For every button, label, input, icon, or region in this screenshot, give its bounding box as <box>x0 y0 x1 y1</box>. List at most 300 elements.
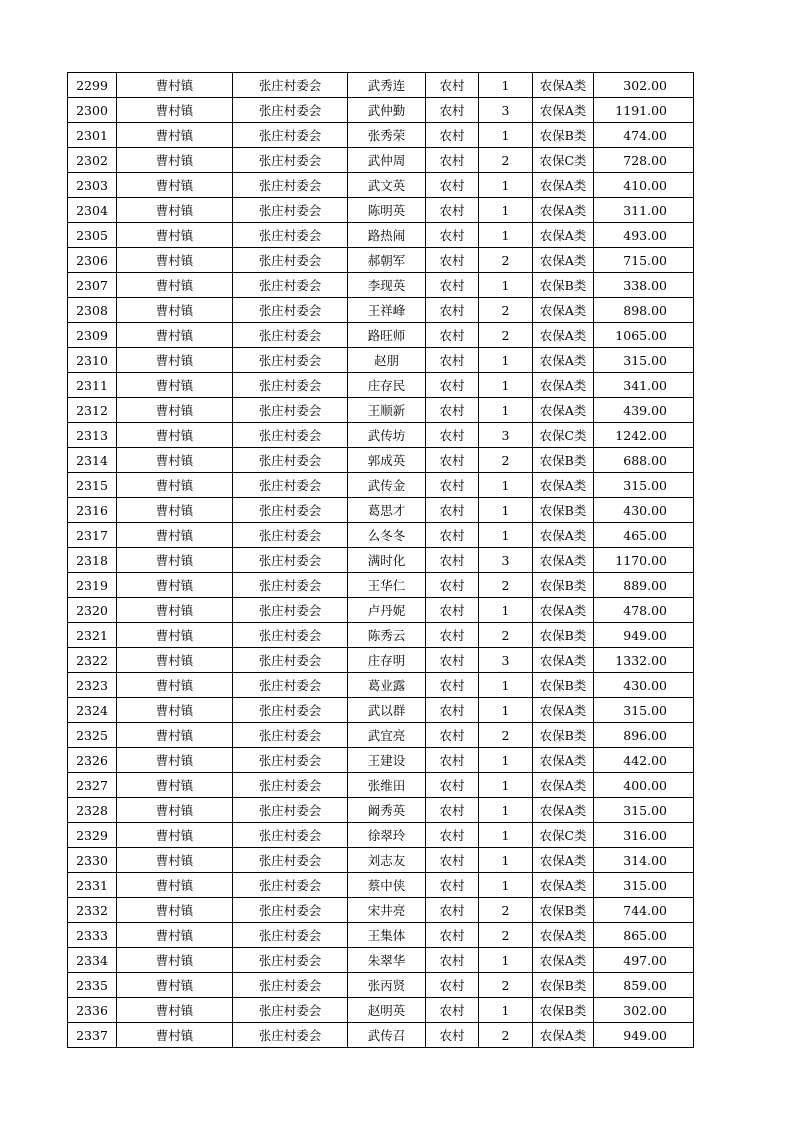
count-cell: 1 <box>479 948 533 973</box>
town-cell: 曹村镇 <box>117 323 233 348</box>
town-cell: 曹村镇 <box>117 798 233 823</box>
town-cell: 曹村镇 <box>117 998 233 1023</box>
area-cell: 农村 <box>426 948 479 973</box>
area-cell: 农村 <box>426 998 479 1023</box>
amount-cell: 311.00 <box>594 198 694 223</box>
area-cell: 农村 <box>426 398 479 423</box>
amount-cell: 859.00 <box>594 973 694 998</box>
town-cell: 曹村镇 <box>117 573 233 598</box>
name-cell: 蔡中侠 <box>348 873 426 898</box>
town-cell: 曹村镇 <box>117 423 233 448</box>
name-cell: 徐翠玲 <box>348 823 426 848</box>
town-cell: 曹村镇 <box>117 723 233 748</box>
category-cell: 农保A类 <box>533 173 594 198</box>
serial-cell: 2320 <box>68 598 117 623</box>
town-cell: 曹村镇 <box>117 473 233 498</box>
count-cell: 1 <box>479 998 533 1023</box>
category-cell: 农保B类 <box>533 673 594 698</box>
village-cell: 张庄村委会 <box>233 798 348 823</box>
amount-cell: 497.00 <box>594 948 694 973</box>
category-cell: 农保A类 <box>533 648 594 673</box>
serial-cell: 2302 <box>68 148 117 173</box>
town-cell: 曹村镇 <box>117 448 233 473</box>
name-cell: 庄存民 <box>348 373 426 398</box>
town-cell: 曹村镇 <box>117 548 233 573</box>
table-row <box>68 523 694 548</box>
count-cell: 1 <box>479 523 533 548</box>
table-row <box>68 773 694 798</box>
amount-cell: 465.00 <box>594 523 694 548</box>
amount-cell: 315.00 <box>594 698 694 723</box>
village-cell: 张庄村委会 <box>233 848 348 873</box>
category-cell: 农保A类 <box>533 523 594 548</box>
name-cell: 陈明英 <box>348 198 426 223</box>
serial-cell: 2336 <box>68 998 117 1023</box>
area-cell: 农村 <box>426 723 479 748</box>
count-cell: 1 <box>479 798 533 823</box>
area-cell: 农村 <box>426 123 479 148</box>
table-row <box>68 898 694 923</box>
village-cell: 张庄村委会 <box>233 523 348 548</box>
table-row <box>68 398 694 423</box>
village-cell: 张庄村委会 <box>233 73 348 98</box>
amount-cell: 688.00 <box>594 448 694 473</box>
serial-cell: 2299 <box>68 73 117 98</box>
village-cell: 张庄村委会 <box>233 748 348 773</box>
town-cell: 曹村镇 <box>117 848 233 873</box>
serial-cell: 2335 <box>68 973 117 998</box>
area-cell: 农村 <box>426 648 479 673</box>
town-cell: 曹村镇 <box>117 823 233 848</box>
area-cell: 农村 <box>426 698 479 723</box>
name-cell: 王华仁 <box>348 573 426 598</box>
serial-cell: 2322 <box>68 648 117 673</box>
table-row <box>68 348 694 373</box>
count-cell: 2 <box>479 148 533 173</box>
amount-cell: 896.00 <box>594 723 694 748</box>
village-cell: 张庄村委会 <box>233 948 348 973</box>
name-cell: 宋井亮 <box>348 898 426 923</box>
category-cell: 农保A类 <box>533 923 594 948</box>
village-cell: 张庄村委会 <box>233 123 348 148</box>
category-cell: 农保A类 <box>533 798 594 823</box>
amount-cell: 430.00 <box>594 498 694 523</box>
name-cell: 王祥峰 <box>348 298 426 323</box>
name-cell: 张维田 <box>348 773 426 798</box>
serial-cell: 2310 <box>68 348 117 373</box>
category-cell: 农保B类 <box>533 998 594 1023</box>
area-cell: 农村 <box>426 898 479 923</box>
name-cell: 葛思才 <box>348 498 426 523</box>
table-row <box>68 373 694 398</box>
count-cell: 1 <box>479 473 533 498</box>
count-cell: 2 <box>479 723 533 748</box>
count-cell: 1 <box>479 823 533 848</box>
count-cell: 1 <box>479 398 533 423</box>
name-cell: 张秀荣 <box>348 123 426 148</box>
area-cell: 农村 <box>426 423 479 448</box>
serial-cell: 2300 <box>68 98 117 123</box>
table-row <box>68 973 694 998</box>
town-cell: 曹村镇 <box>117 598 233 623</box>
category-cell: 农保A类 <box>533 198 594 223</box>
category-cell: 农保A类 <box>533 473 594 498</box>
category-cell: 农保C类 <box>533 423 594 448</box>
amount-cell: 439.00 <box>594 398 694 423</box>
table-row <box>68 198 694 223</box>
serial-cell: 2334 <box>68 948 117 973</box>
name-cell: 么冬冬 <box>348 523 426 548</box>
name-cell: 武传召 <box>348 1023 426 1048</box>
village-cell: 张庄村委会 <box>233 448 348 473</box>
table-row <box>68 798 694 823</box>
name-cell: 庄存明 <box>348 648 426 673</box>
serial-cell: 2330 <box>68 848 117 873</box>
serial-cell: 2321 <box>68 623 117 648</box>
town-cell: 曹村镇 <box>117 73 233 98</box>
village-cell: 张庄村委会 <box>233 898 348 923</box>
village-cell: 张庄村委会 <box>233 223 348 248</box>
amount-cell: 410.00 <box>594 173 694 198</box>
category-cell: 农保A类 <box>533 398 594 423</box>
amount-cell: 314.00 <box>594 848 694 873</box>
amount-cell: 1332.00 <box>594 648 694 673</box>
serial-cell: 2305 <box>68 223 117 248</box>
serial-cell: 2317 <box>68 523 117 548</box>
amount-cell: 1065.00 <box>594 323 694 348</box>
amount-cell: 315.00 <box>594 798 694 823</box>
table-row <box>68 873 694 898</box>
area-cell: 农村 <box>426 348 479 373</box>
village-cell: 张庄村委会 <box>233 573 348 598</box>
table-row <box>68 948 694 973</box>
serial-cell: 2329 <box>68 823 117 848</box>
town-cell: 曹村镇 <box>117 673 233 698</box>
area-cell: 农村 <box>426 323 479 348</box>
count-cell: 2 <box>479 323 533 348</box>
area-cell: 农村 <box>426 598 479 623</box>
town-cell: 曹村镇 <box>117 648 233 673</box>
town-cell: 曹村镇 <box>117 923 233 948</box>
area-cell: 农村 <box>426 673 479 698</box>
town-cell: 曹村镇 <box>117 273 233 298</box>
serial-cell: 2303 <box>68 173 117 198</box>
count-cell: 1 <box>479 373 533 398</box>
count-cell: 2 <box>479 623 533 648</box>
town-cell: 曹村镇 <box>117 948 233 973</box>
table-row <box>68 598 694 623</box>
town-cell: 曹村镇 <box>117 398 233 423</box>
area-cell: 农村 <box>426 148 479 173</box>
count-cell: 3 <box>479 648 533 673</box>
area-cell: 农村 <box>426 773 479 798</box>
serial-cell: 2319 <box>68 573 117 598</box>
table-row <box>68 748 694 773</box>
category-cell: 农保A类 <box>533 773 594 798</box>
count-cell: 2 <box>479 973 533 998</box>
table-row <box>68 148 694 173</box>
category-cell: 农保A类 <box>533 73 594 98</box>
category-cell: 农保B类 <box>533 973 594 998</box>
amount-cell: 493.00 <box>594 223 694 248</box>
town-cell: 曹村镇 <box>117 623 233 648</box>
table-row <box>68 998 694 1023</box>
village-cell: 张庄村委会 <box>233 323 348 348</box>
village-cell: 张庄村委会 <box>233 673 348 698</box>
town-cell: 曹村镇 <box>117 223 233 248</box>
town-cell: 曹村镇 <box>117 198 233 223</box>
table-row <box>68 223 694 248</box>
serial-cell: 2318 <box>68 548 117 573</box>
area-cell: 农村 <box>426 298 479 323</box>
village-cell: 张庄村委会 <box>233 348 348 373</box>
village-cell: 张庄村委会 <box>233 873 348 898</box>
town-cell: 曹村镇 <box>117 173 233 198</box>
category-cell: 农保A类 <box>533 873 594 898</box>
category-cell: 农保C类 <box>533 148 594 173</box>
category-cell: 农保A类 <box>533 373 594 398</box>
amount-cell: 341.00 <box>594 373 694 398</box>
town-cell: 曹村镇 <box>117 523 233 548</box>
table-row <box>68 323 694 348</box>
village-cell: 张庄村委会 <box>233 548 348 573</box>
table-row <box>68 273 694 298</box>
name-cell: 武传坊 <box>348 423 426 448</box>
category-cell: 农保A类 <box>533 548 594 573</box>
town-cell: 曹村镇 <box>117 148 233 173</box>
area-cell: 农村 <box>426 248 479 273</box>
name-cell: 路旺师 <box>348 323 426 348</box>
count-cell: 1 <box>479 748 533 773</box>
name-cell: 王建设 <box>348 748 426 773</box>
village-cell: 张庄村委会 <box>233 198 348 223</box>
name-cell: 武仲勤 <box>348 98 426 123</box>
table-row <box>68 248 694 273</box>
village-cell: 张庄村委会 <box>233 1023 348 1048</box>
name-cell: 朱翠华 <box>348 948 426 973</box>
name-cell: 刘志友 <box>348 848 426 873</box>
count-cell: 3 <box>479 548 533 573</box>
area-cell: 农村 <box>426 473 479 498</box>
name-cell: 阚秀英 <box>348 798 426 823</box>
table-row <box>68 923 694 948</box>
town-cell: 曹村镇 <box>117 698 233 723</box>
table-row <box>68 548 694 573</box>
category-cell: 农保B类 <box>533 723 594 748</box>
category-cell: 农保A类 <box>533 1023 594 1048</box>
village-cell: 张庄村委会 <box>233 298 348 323</box>
amount-cell: 430.00 <box>594 673 694 698</box>
serial-cell: 2331 <box>68 873 117 898</box>
amount-cell: 949.00 <box>594 1023 694 1048</box>
name-cell: 武宜亮 <box>348 723 426 748</box>
area-cell: 农村 <box>426 198 479 223</box>
count-cell: 1 <box>479 123 533 148</box>
count-cell: 1 <box>479 498 533 523</box>
table-row <box>68 573 694 598</box>
village-cell: 张庄村委会 <box>233 823 348 848</box>
area-cell: 农村 <box>426 623 479 648</box>
category-cell: 农保A类 <box>533 323 594 348</box>
village-cell: 张庄村委会 <box>233 623 348 648</box>
town-cell: 曹村镇 <box>117 123 233 148</box>
amount-cell: 478.00 <box>594 598 694 623</box>
table-row <box>68 73 694 98</box>
category-cell: 农保A类 <box>533 223 594 248</box>
area-cell: 农村 <box>426 173 479 198</box>
serial-cell: 2306 <box>68 248 117 273</box>
name-cell: 赵明英 <box>348 998 426 1023</box>
category-cell: 农保C类 <box>533 823 594 848</box>
count-cell: 1 <box>479 273 533 298</box>
town-cell: 曹村镇 <box>117 1023 233 1048</box>
amount-cell: 949.00 <box>594 623 694 648</box>
village-cell: 张庄村委会 <box>233 423 348 448</box>
table-row <box>68 723 694 748</box>
amount-cell: 1170.00 <box>594 548 694 573</box>
category-cell: 农保B类 <box>533 623 594 648</box>
amount-cell: 1242.00 <box>594 423 694 448</box>
town-cell: 曹村镇 <box>117 873 233 898</box>
area-cell: 农村 <box>426 548 479 573</box>
serial-cell: 2326 <box>68 748 117 773</box>
count-cell: 2 <box>479 923 533 948</box>
count-cell: 2 <box>479 248 533 273</box>
category-cell: 农保A类 <box>533 748 594 773</box>
name-cell: 郝朝军 <box>348 248 426 273</box>
amount-cell: 898.00 <box>594 298 694 323</box>
count-cell: 1 <box>479 348 533 373</box>
name-cell: 郭成英 <box>348 448 426 473</box>
serial-cell: 2301 <box>68 123 117 148</box>
town-cell: 曹村镇 <box>117 248 233 273</box>
table-row <box>68 473 694 498</box>
village-cell: 张庄村委会 <box>233 773 348 798</box>
town-cell: 曹村镇 <box>117 898 233 923</box>
area-cell: 农村 <box>426 98 479 123</box>
roster-table <box>67 72 694 1048</box>
count-cell: 1 <box>479 848 533 873</box>
village-cell: 张庄村委会 <box>233 398 348 423</box>
table-row <box>68 648 694 673</box>
count-cell: 1 <box>479 198 533 223</box>
town-cell: 曹村镇 <box>117 348 233 373</box>
table-row <box>68 698 694 723</box>
village-cell: 张庄村委会 <box>233 723 348 748</box>
area-cell: 农村 <box>426 748 479 773</box>
town-cell: 曹村镇 <box>117 98 233 123</box>
area-cell: 农村 <box>426 973 479 998</box>
category-cell: 农保A类 <box>533 848 594 873</box>
serial-cell: 2332 <box>68 898 117 923</box>
village-cell: 张庄村委会 <box>233 148 348 173</box>
serial-cell: 2314 <box>68 448 117 473</box>
village-cell: 张庄村委会 <box>233 698 348 723</box>
serial-cell: 2312 <box>68 398 117 423</box>
category-cell: 农保B类 <box>533 498 594 523</box>
table-row <box>68 848 694 873</box>
table-row <box>68 98 694 123</box>
village-cell: 张庄村委会 <box>233 273 348 298</box>
name-cell: 王顺新 <box>348 398 426 423</box>
serial-cell: 2333 <box>68 923 117 948</box>
amount-cell: 474.00 <box>594 123 694 148</box>
area-cell: 农村 <box>426 223 479 248</box>
amount-cell: 338.00 <box>594 273 694 298</box>
amount-cell: 315.00 <box>594 473 694 498</box>
village-cell: 张庄村委会 <box>233 98 348 123</box>
amount-cell: 315.00 <box>594 873 694 898</box>
name-cell: 武以群 <box>348 698 426 723</box>
roster-body <box>68 73 694 1048</box>
area-cell: 农村 <box>426 573 479 598</box>
serial-cell: 2328 <box>68 798 117 823</box>
amount-cell: 715.00 <box>594 248 694 273</box>
table-row <box>68 823 694 848</box>
village-cell: 张庄村委会 <box>233 973 348 998</box>
category-cell: 农保A类 <box>533 598 594 623</box>
serial-cell: 2308 <box>68 298 117 323</box>
serial-cell: 2324 <box>68 698 117 723</box>
amount-cell: 302.00 <box>594 73 694 98</box>
serial-cell: 2304 <box>68 198 117 223</box>
category-cell: 农保B类 <box>533 123 594 148</box>
village-cell: 张庄村委会 <box>233 598 348 623</box>
count-cell: 2 <box>479 298 533 323</box>
serial-cell: 2316 <box>68 498 117 523</box>
name-cell: 路热闹 <box>348 223 426 248</box>
count-cell: 1 <box>479 873 533 898</box>
town-cell: 曹村镇 <box>117 973 233 998</box>
count-cell: 1 <box>479 698 533 723</box>
village-cell: 张庄村委会 <box>233 473 348 498</box>
serial-cell: 2337 <box>68 1023 117 1048</box>
serial-cell: 2323 <box>68 673 117 698</box>
area-cell: 农村 <box>426 823 479 848</box>
count-cell: 1 <box>479 73 533 98</box>
name-cell: 武仲周 <box>348 148 426 173</box>
table-row <box>68 123 694 148</box>
village-cell: 张庄村委会 <box>233 998 348 1023</box>
area-cell: 农村 <box>426 448 479 473</box>
count-cell: 1 <box>479 173 533 198</box>
area-cell: 农村 <box>426 523 479 548</box>
area-cell: 农村 <box>426 373 479 398</box>
area-cell: 农村 <box>426 273 479 298</box>
town-cell: 曹村镇 <box>117 298 233 323</box>
category-cell: 农保A类 <box>533 698 594 723</box>
name-cell: 陈秀云 <box>348 623 426 648</box>
count-cell: 2 <box>479 898 533 923</box>
table-row <box>68 1023 694 1048</box>
table-row <box>68 498 694 523</box>
amount-cell: 889.00 <box>594 573 694 598</box>
town-cell: 曹村镇 <box>117 748 233 773</box>
area-cell: 农村 <box>426 1023 479 1048</box>
count-cell: 1 <box>479 673 533 698</box>
name-cell: 葛业露 <box>348 673 426 698</box>
serial-cell: 2307 <box>68 273 117 298</box>
amount-cell: 302.00 <box>594 998 694 1023</box>
serial-cell: 2325 <box>68 723 117 748</box>
area-cell: 农村 <box>426 73 479 98</box>
count-cell: 1 <box>479 223 533 248</box>
name-cell: 李现英 <box>348 273 426 298</box>
count-cell: 1 <box>479 598 533 623</box>
name-cell: 张丙贤 <box>348 973 426 998</box>
serial-cell: 2313 <box>68 423 117 448</box>
town-cell: 曹村镇 <box>117 373 233 398</box>
